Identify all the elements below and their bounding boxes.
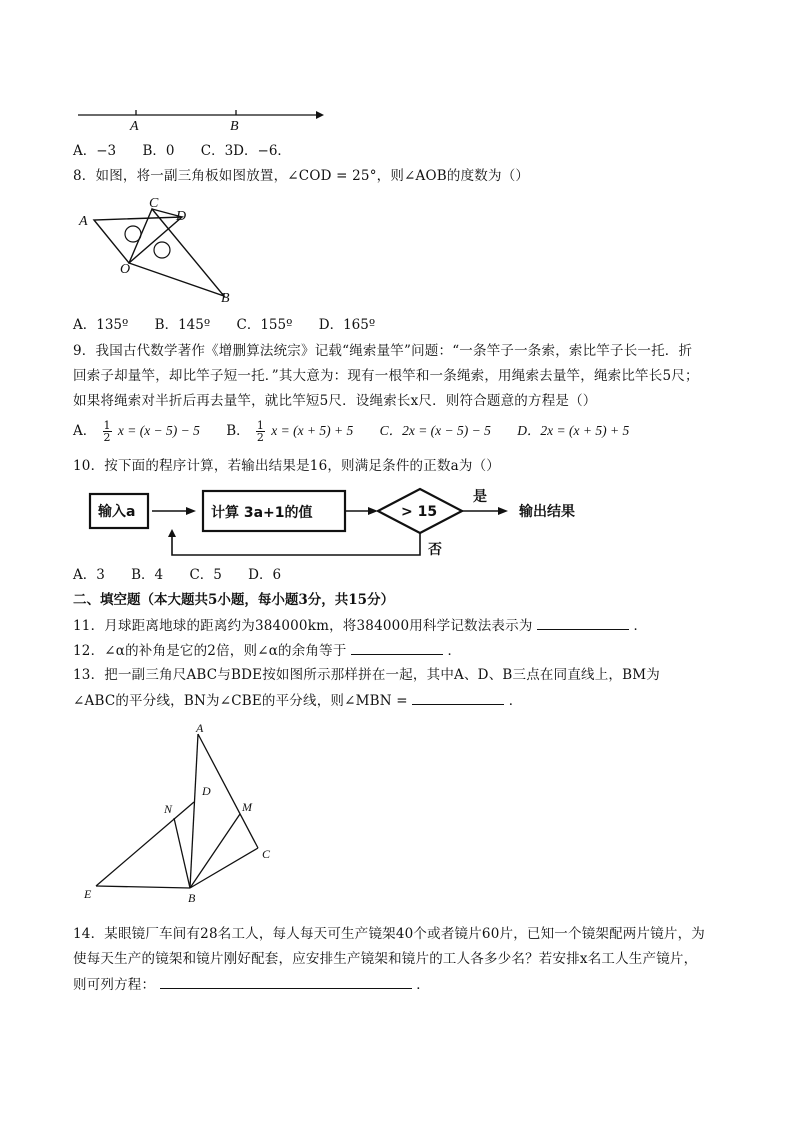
q10-option-d: D．6 bbox=[248, 567, 282, 583]
q9-option-b-denominator: 2 bbox=[256, 431, 264, 444]
q13-point-a: A bbox=[196, 721, 204, 735]
q14-line-3-text: 则可列方程： bbox=[73, 977, 156, 993]
q8-option-d: D．165º bbox=[318, 317, 376, 333]
q8-stem: 8．如图，将一副三角板如图放置，∠COD = 25°，则∠AOB的度数为（） bbox=[73, 168, 530, 184]
q10-option-a: A．3 bbox=[73, 567, 105, 583]
q14-end: ． bbox=[416, 977, 430, 993]
q9-options bbox=[73, 420, 651, 443]
flow-yes-label: 是 bbox=[473, 489, 487, 505]
point-label-a: A bbox=[130, 119, 139, 134]
point-label-b: B bbox=[230, 119, 239, 134]
q14-answer-blank[interactable] bbox=[160, 974, 412, 989]
q10-options bbox=[73, 565, 303, 585]
q13-point-b: B bbox=[188, 891, 196, 905]
q7-option-b: B．0 bbox=[142, 143, 175, 159]
q8-option-a: A．135º bbox=[73, 317, 129, 333]
q13-answer-blank[interactable] bbox=[412, 690, 504, 705]
q8-triangle-figure bbox=[74, 192, 244, 307]
q9-option-b-expr: x = (x + 5) + 5 bbox=[271, 423, 354, 438]
q13-point-n: N bbox=[164, 802, 173, 816]
q7-options bbox=[73, 141, 313, 161]
q8-point-b: B bbox=[221, 291, 230, 306]
q13-line-2 bbox=[73, 690, 522, 711]
q10-flowchart bbox=[86, 484, 606, 564]
q12-text: 12．∠α的补角是它的2倍，则∠α的余角等于 bbox=[73, 643, 347, 659]
q9-option-b-prefix: B． bbox=[226, 423, 250, 439]
q13-point-c: C bbox=[262, 847, 271, 861]
q14-line-1: 14．某眼镜厂车间有28名工人，每人每天可生产镜架40个或者镜片60片，已知一个镜架配两片镜片，为 bbox=[73, 926, 706, 942]
q10-option-b: B．4 bbox=[131, 567, 164, 583]
q9-option-a-denominator: 2 bbox=[103, 431, 111, 444]
flow-no-label: 否 bbox=[428, 542, 442, 558]
q14-line-3 bbox=[73, 974, 430, 995]
q9-line-2: 回索子却量竿，却比竿子短一托．”其大意为：现有一根竿和一条绳索，用绳索去量竿，绳索比竿长5尺； bbox=[73, 368, 699, 384]
q9-option-a-prefix: A． bbox=[73, 423, 97, 439]
q11-end: ． bbox=[633, 618, 648, 634]
flow-condition-text: > 15 bbox=[401, 504, 438, 520]
q9-option-b bbox=[226, 420, 353, 443]
q7-option-c: C．3D．−6． bbox=[200, 143, 291, 159]
q9-line-1: 9．我国古代数学著作《增删算法统宗》记载“绳索量竿”问题：“一条竿子一条索，索比竿子长一托．折 bbox=[73, 343, 693, 359]
q8-option-c: C．155º bbox=[236, 317, 293, 333]
q12-end: ． bbox=[447, 643, 462, 659]
q8-point-d: D bbox=[176, 209, 187, 224]
q7-option-a: A．−3 bbox=[73, 143, 117, 159]
q13-triangle-figure bbox=[80, 716, 290, 906]
q9-option-d: D．2x = (x + 5) + 5 bbox=[517, 423, 630, 438]
q10-option-c: C．5 bbox=[189, 567, 222, 583]
q13-line-2-text: ∠ABC的平分线，BN为∠CBE的平分线，则∠MBN = bbox=[73, 693, 408, 709]
section-2-title: 二、填空题（本大题共5小题，每小题3分，共15分） bbox=[73, 592, 395, 608]
q8-options bbox=[73, 315, 397, 335]
q11-answer-blank[interactable] bbox=[537, 615, 629, 630]
q9-option-c: C．2x = (x − 5) − 5 bbox=[379, 423, 491, 438]
flow-output-text: 输出结果 bbox=[519, 504, 575, 520]
flow-compute-text: 计算 3a+1的值 bbox=[211, 505, 313, 521]
q13-line-1: 13．把一副三角尺ABC与BDE按如图所示那样拼在一起，其中A、D、B三点在同直线上，BM为 bbox=[73, 667, 660, 683]
q13-point-d: D bbox=[202, 784, 211, 798]
q11-text: 11．月球距离地球的距离约为384000km，将384000用科学记数法表示为 bbox=[73, 618, 533, 634]
q13-end: ． bbox=[508, 693, 523, 709]
q9-line-3: 如果将绳索对半折后再去量竿，就比竿短5尺．设绳索长x尺．则符合题意的方程是（） bbox=[73, 393, 597, 409]
q13-point-m: M bbox=[242, 800, 252, 814]
q12-answer-blank[interactable] bbox=[351, 640, 443, 655]
q8-point-c: C bbox=[149, 196, 159, 211]
q9-option-a-expr: x = (x − 5) − 5 bbox=[117, 423, 200, 438]
q8-option-b: B．145º bbox=[154, 317, 211, 333]
q9-option-a bbox=[73, 420, 200, 443]
flow-input-text: 输入a bbox=[98, 504, 136, 520]
q9-option-a-numerator: 1 bbox=[103, 419, 111, 432]
q10-stem: 10．按下面的程序计算，若输出结果是16，则满足条件的正数a为（） bbox=[73, 458, 501, 474]
number-line-figure bbox=[72, 104, 332, 134]
q13-point-e: E bbox=[84, 887, 92, 901]
q8-point-a: A bbox=[79, 214, 88, 229]
q14-line-2: 使每天生产的镜架和镜片刚好配套，应安排生产镜架和镜片的工人各多少名？若安排x名工人生产镜片， bbox=[73, 951, 698, 967]
q9-option-b-numerator: 1 bbox=[256, 419, 264, 432]
q9-option-b-fraction bbox=[256, 420, 265, 443]
q12 bbox=[73, 640, 461, 661]
q8-point-o: O bbox=[120, 262, 131, 277]
q9-option-a-fraction bbox=[103, 420, 112, 443]
q11 bbox=[73, 615, 647, 636]
